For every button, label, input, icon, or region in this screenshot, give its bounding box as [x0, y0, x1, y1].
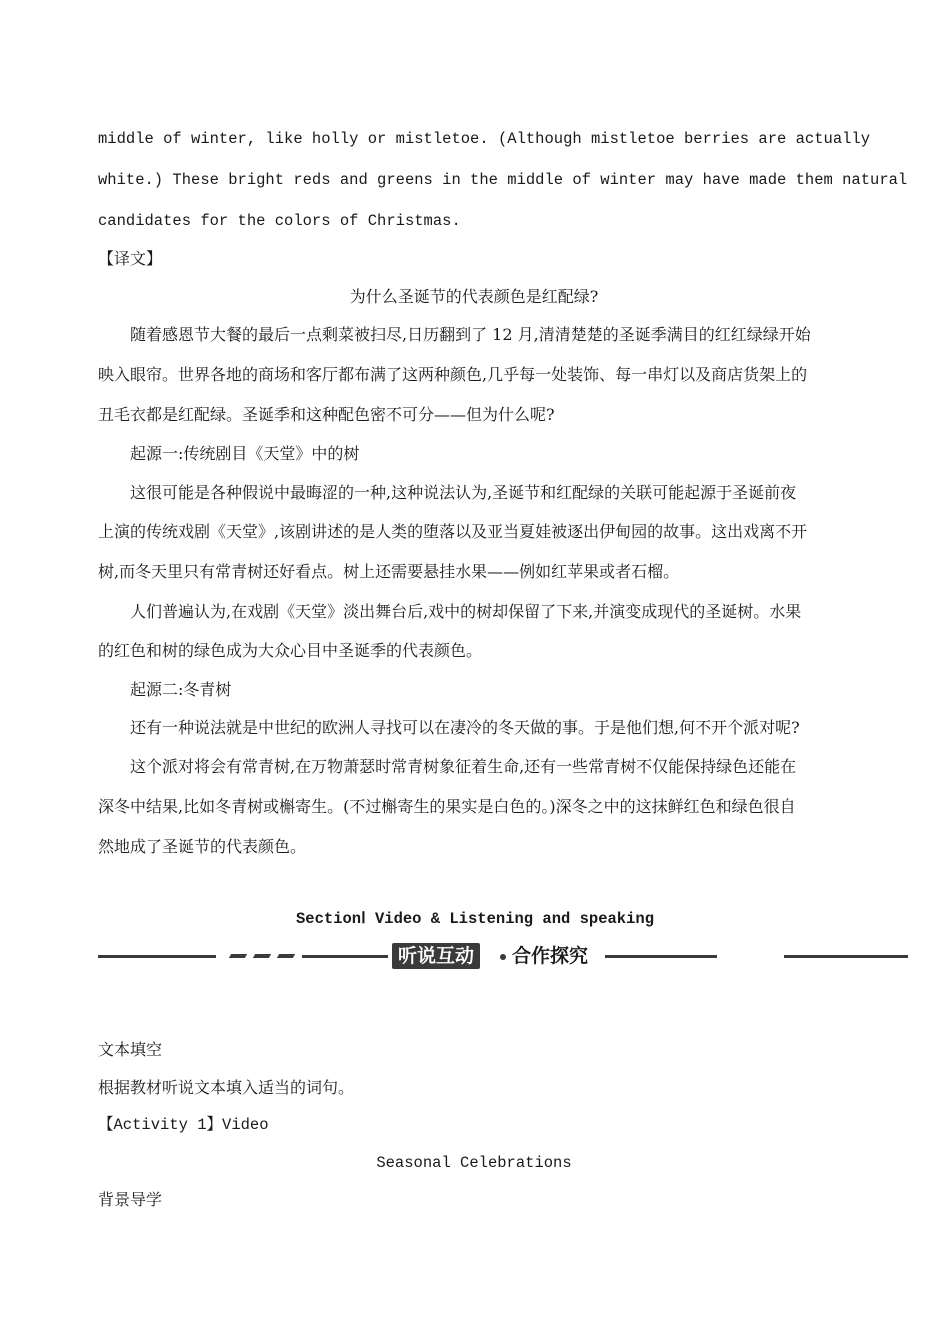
- section-banner: [98, 940, 908, 974]
- translation-line-7: 树,而冬天里只有常青树还好看点。树上还需要悬挂水果——例如红苹果或者石榴。: [98, 562, 680, 581]
- translation-line-9: 的红色和树的绿色成为大众心目中圣诞季的代表颜色。: [98, 641, 483, 660]
- translation-line-13: 深冬中结果,比如冬青树或槲寄生。(不过槲寄生的果实是白色的。)深冬之中的这抹鲜红色和绿色很自: [98, 797, 796, 816]
- translation-line-5: 这很可能是各种假说中最晦涩的一种,这种说法认为,圣诞节和红配绿的关联可能起源于圣诞前夜: [98, 483, 797, 502]
- translation-line-1: 随着感恩节大餐的最后一点剩菜被扫尽,日历翻到了 12 月,清清楚楚的圣诞季满目的红红绿绿开始: [98, 325, 811, 344]
- background-label: 背景导学: [98, 1190, 163, 1209]
- translation-line-11: 还有一种说法就是中世纪的欧洲人寻找可以在凄冷的冬天做的事。于是他们想,何不开个派对呢?: [98, 718, 800, 737]
- banner-tag: 听说互动: [392, 943, 480, 969]
- translation-line-12: 这个派对将会有常青树,在万物萧瑟时常青树象征着生命,还有一些常青树不仅能保持绿色还能在: [98, 757, 797, 776]
- banner-rule-mid: [302, 955, 388, 958]
- section-heading: SectionⅠ Video & Listening and speaking: [295, 910, 655, 928]
- origin-two-heading: 起源二:冬青树: [98, 680, 232, 699]
- origin-one-heading: 起源一:传统剧目《天堂》中的树: [98, 444, 360, 463]
- translation-line-2: 映入眼帘。世界各地的商场和客厅都布满了这两种颜色,几乎每一处装饰、每一串灯以及商店货架上的: [98, 365, 808, 384]
- translation-line-8: 人们普遍认为,在戏剧《天堂》淡出舞台后,戏中的树却保留了下来,并演变成现代的圣诞树。水果: [98, 602, 802, 621]
- english-line-2: white.) These bright reds and greens in the middle of winter may have made them natural: [98, 171, 908, 189]
- banner-dash: [253, 954, 271, 958]
- english-line-1: middle of winter, like holly or mistletoe. (Although mistletoe berries are actually: [98, 130, 871, 148]
- activity-label: 【Activity 1】Video: [98, 1116, 269, 1134]
- banner-dash: [229, 954, 247, 958]
- translation-line-14: 然地成了圣诞节的代表颜色。: [98, 837, 307, 856]
- banner-dash: [277, 954, 295, 958]
- video-title: Seasonal Celebrations: [376, 1154, 572, 1172]
- translation-line-3: 丑毛衣都是红配绿。圣诞季和这种配色密不可分——但为什么呢?: [98, 405, 555, 424]
- exercise-title: 文本填空: [98, 1040, 163, 1059]
- banner-suffix: 合作探究: [512, 945, 589, 967]
- banner-dot: [500, 954, 506, 960]
- banner-rule-far-right: [784, 955, 908, 958]
- english-line-3: candidates for the colors of Christmas.: [98, 212, 461, 230]
- translation-label: 【译文】: [98, 249, 163, 268]
- banner-rule-left: [98, 955, 216, 958]
- translation-title: 为什么圣诞节的代表颜色是红配绿?: [349, 287, 599, 306]
- translation-line-6: 上演的传统戏剧《天堂》,该剧讲述的是人类的堕落以及亚当夏娃被逐出伊甸园的故事。这出戏离不开: [98, 522, 808, 541]
- banner-rule-right: [605, 955, 717, 958]
- exercise-instruction: 根据教材听说文本填入适当的词句。: [98, 1078, 355, 1097]
